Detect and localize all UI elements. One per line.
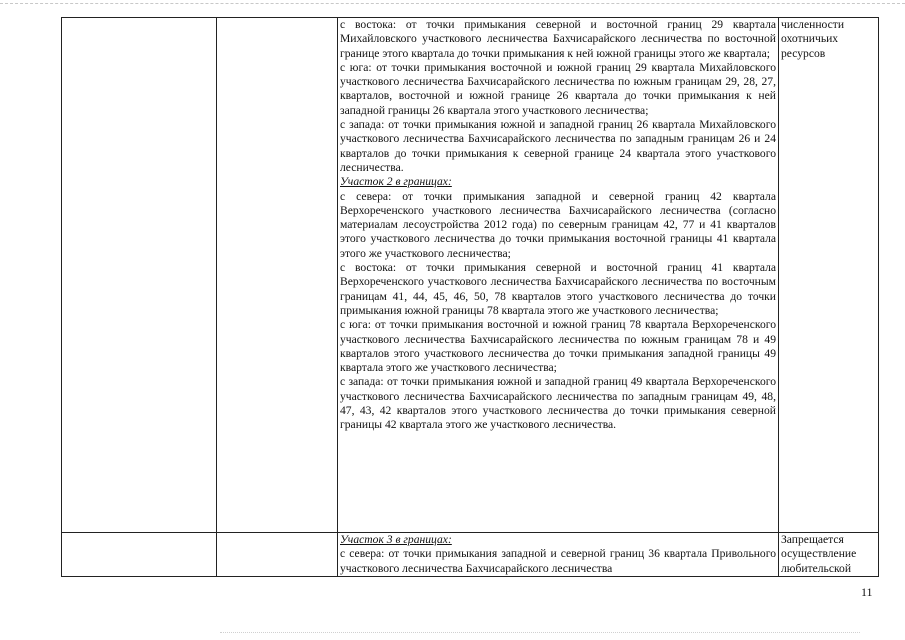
restriction-cell: [779, 533, 879, 577]
boundary-west-text: с запада: от точки примыкания южной и западной границ 26 квартала Михайловского участкового лесничества Бахчисарайского лесничества по западным границам 26 и 24 кварталов до точки примыкания к северной границе 24 квартала этого участкового лесничества.: [340, 118, 776, 174]
boundary-south-text: с юга: от точки примыкания восточной и южной границ 29 квартала Михайловского участкового лесничества Бахчисарайского лесничества по южным границам 29, 28, 27, кварталов, восточной и южной границе 26 квартала до точки примыкания к ней западной границы 26 квартала этого участкового лесничества;: [340, 60, 776, 117]
plot-3-north-text: с севера: от точки примыкания западной и северной границ 36 квартала Привольного участкового лесничества Бахчисарайского лесничества: [340, 547, 776, 575]
plot-3-heading: Участок 3 в границах:: [340, 533, 452, 546]
table-cell-empty-1: [62, 18, 217, 533]
table-cell-empty-2: [217, 533, 338, 577]
boundary-east-text: с востока: от точки примыкания северной и восточной границ 29 квартала Михайловского участкового лесничества Бахчисарайского лесничества по восточной границе этого квартала до точки примыкания к ней южной границы этого же квартала;: [340, 18, 776, 60]
boundary-description-cell: [338, 18, 779, 533]
table-row: [62, 533, 879, 577]
plot-2-east-text: с востока: от точки примыкания северной и восточной границ 41 квартала Верхореченского участкового лесничества Бахчисарайского лесничества по восточным границам 41, 44, 45, 46, 50, 78 кварталов этого участкового лесничества до точки примыкания южной границы 78 квартала этого же участкового лесничества;: [340, 261, 776, 317]
table-row: [62, 18, 879, 533]
plot-2-south-text: с юга: от точки примыкания восточной и южной границ 78 квартала Верхореченского участкового лесничества Бахчисарайского лесничества по южным границам 78 и 49 кварталов этого участкового лесничества до точки примыкания западной границы 49 квартала этого же участкового лесничества;: [340, 318, 776, 375]
plot-2-heading: Участок 2 в границах:: [340, 175, 452, 189]
table-cell-empty-1: [62, 533, 217, 577]
document-table: [61, 17, 879, 577]
table-cell-empty-2: [217, 18, 338, 533]
page-number: 11: [861, 585, 873, 599]
scan-artifact-top: [0, 3, 905, 4]
scan-artifact-bottom: [220, 632, 860, 633]
plot-2-north-text: с севера: от точки примыкания западной и северной границ 42 квартала Верхореченского участкового лесничества Бахчисарайского лесничества (согласно материалам лесоустройства 2012 года) по северным границам 42, 77 и 41 кварталов этого участкового лесничества до точки примыкания восточной границы 41 квартала этого же участкового лесничества;: [340, 189, 776, 260]
purpose-cell: [779, 18, 879, 533]
restriction-text: Запрещается осуществление любительской: [781, 533, 857, 575]
purpose-text: численности охотничьих ресурсов: [781, 18, 845, 60]
plot-2-west-text: с запада: от точки примыкания южной и западной границ 49 квартала Верхореченского участкового лесничества Бахчисарайского лесничества по западным границам 49, 48, 47, 43, 42 кварталов этого участкового лесничества до точки примыкания северной границы 42 квартала этого же участкового лесничества.: [340, 375, 776, 432]
boundary-description-cell: [338, 533, 779, 577]
